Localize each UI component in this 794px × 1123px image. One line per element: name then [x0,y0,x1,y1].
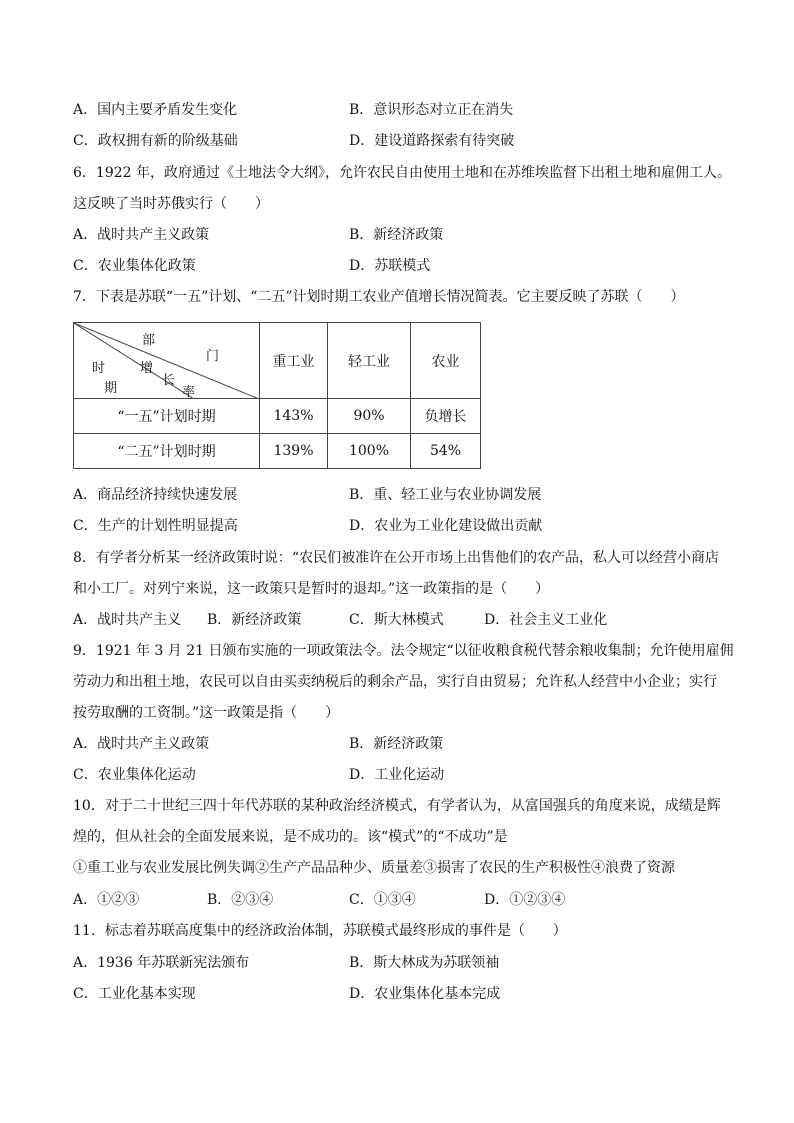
row-period: “二五”计划时期 [74,434,260,469]
q10-option-c: C．①③④ [349,892,416,908]
q8-stem-line2: 和小工厂。对列宁来说，这一政策只是暂时的退却。”这一政策指的是（ ） [73,581,550,597]
q10-stem-line3: ①重工业与农业发展比例失调②生产产品品种少、质量差③损害了农民的生产积极性④浪费了资源 [73,860,675,876]
q11-option-a: A．1936 年苏联新宪法颁布 [73,955,250,971]
q5-option-a: A．国内主要矛盾发生变化 [73,102,238,118]
diag-label-qi: 期 [104,381,118,396]
q7-option-a: A．商品经济持续快速发展 [73,487,238,503]
q11-option-b: B．斯大林成为苏联领袖 [349,955,500,971]
q6-stem-line2: 这反映了当时苏俄实行（ ） [73,196,269,212]
q9-option-a: A．战时共产主义政策 [73,736,210,752]
q6-option-b: B．新经济政策 [349,227,444,243]
cell-value: 143% [260,399,328,434]
q10-option-b: B．②③④ [207,892,274,908]
q7-option-d: D．农业为工业化建设做出贡献 [349,518,543,534]
q7-option-b: B．重、轻工业与农业协调发展 [349,487,542,503]
q10-stem-line2: 煌的，但从社会的全面发展来说，是不成功的。该“模式”的“不成功”是 [73,829,508,845]
cell-value: 139% [260,434,328,469]
q8-option-c: C．斯大林模式 [349,612,444,628]
header-light-industry: 轻工业 [328,323,411,399]
q6-option-d: D．苏联模式 [349,258,431,274]
q7-growth-table [73,322,481,469]
q9-stem-line3: 按劳取酬的工资制。”这一政策是指（ ） [73,705,340,721]
q5-option-d: D．建设道路探索有待突破 [349,133,515,149]
diag-label-lv: 率 [182,385,196,400]
q9-stem-line1: 9．1921 年 3 月 21 日颁布实施的一项政策法令。法令规定“以征收粮食税代替余粮收集制；允许使用雇佣 [73,643,734,659]
diag-label-shi: 时 [92,361,106,376]
q8-option-a: A．战时共产主义 [73,612,182,628]
q6-option-a: A．战时共产主义政策 [73,227,210,243]
cell-value: 100% [328,434,411,469]
q7-option-c: C．生产的计划性明显提高 [73,518,238,534]
q7-stem: 7．下表是苏联“一五”计划、“二五”计划时期工农业产值增长情况简表。它主要反映了苏联（ ） [73,289,685,305]
q8-option-d: D．社会主义工业化 [484,612,608,628]
cell-value: 54% [411,434,481,469]
q8-stem-line1: 8．有学者分析某一经济政策时说：“农民们被准许在公开市场上出售他们的农产品，私人可以经营小商店 [73,550,720,566]
table-diagonal-header [74,323,260,399]
q11-stem: 11．标志着苏联高度集中的经济政治体制，苏联模式最终形成的事件是（ ） [73,923,567,939]
q9-option-c: C．农业集体化运动 [73,767,196,783]
table-row [74,434,481,469]
cell-value: 90% [328,399,411,434]
header-heavy-industry: 重工业 [260,323,328,399]
q11-option-d: D．农业集体化基本完成 [349,986,501,1002]
q10-option-a: A．①②③ [73,892,140,908]
q9-option-d: D．工业化运动 [349,767,445,783]
diag-label-bu: 部 [142,333,156,348]
table-row [74,399,481,434]
row-period: “一五”计划时期 [74,399,260,434]
q6-option-c: C．农业集体化政策 [73,258,196,274]
q5-option-b: B．意识形态对立正在消失 [349,102,514,118]
q6-stem-line1: 6．1922 年，政府通过《土地法令大纲》，允许农民自由使用土地和在苏维埃监督下出租土地和雇佣工人。 [73,165,731,181]
q5-option-c: C．政权拥有新的阶级基础 [73,133,238,149]
header-agriculture: 农业 [411,323,481,399]
q11-option-c: C．工业化基本实现 [73,986,196,1002]
diag-label-zhang: 长 [162,373,176,388]
q8-option-b: B．新经济政策 [207,612,302,628]
diag-label-zeng: 增 [140,361,154,376]
q9-stem-line2: 劳动力和出租土地，农民可以自由买卖纳税后的剩余产品，实行自由贸易；允许私人经营中小企业；实行 [73,674,717,690]
q10-stem-line1: 10．对于二十世纪三四十年代苏联的某种政治经济模式，有学者认为，从富国强兵的角度来说，成绩是辉 [73,798,721,814]
cell-value: 负增长 [411,399,481,434]
q9-option-b: B．新经济政策 [349,736,444,752]
q10-option-d: D．①②③④ [484,892,566,908]
diag-label-men: 门 [206,349,220,364]
